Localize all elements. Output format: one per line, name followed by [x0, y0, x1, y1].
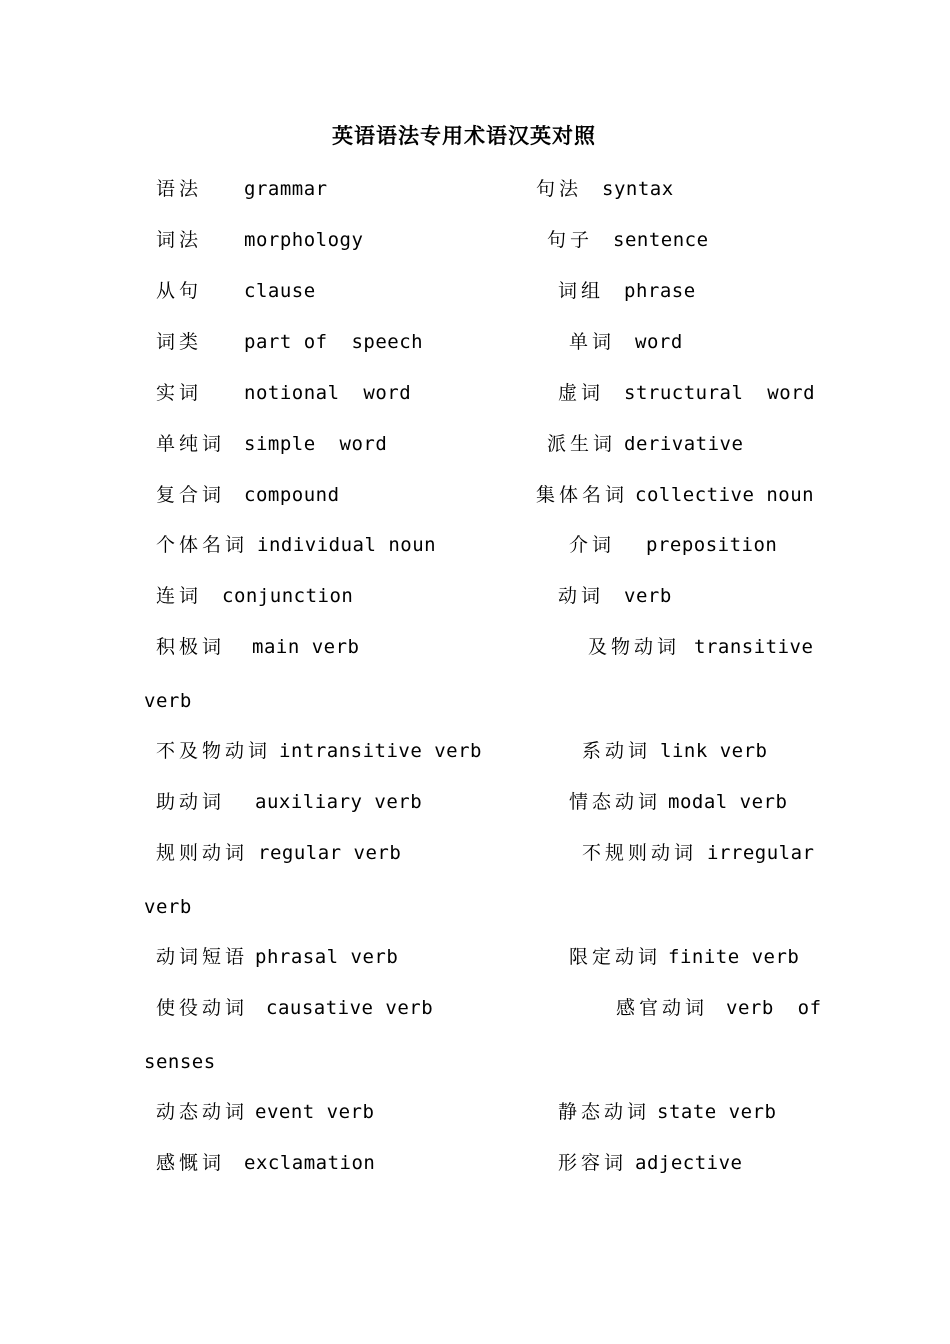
- term-english-right: irregular: [707, 842, 815, 864]
- term-english-left: auxiliary verb: [255, 791, 423, 813]
- term-english-right: derivative: [624, 433, 744, 455]
- term-english-left: individual noun: [257, 534, 437, 556]
- term-english-right: preposition: [646, 534, 778, 556]
- term-english-left: regular verb: [258, 842, 402, 864]
- term-english-left: compound: [244, 484, 340, 506]
- term-english-right: verb of: [726, 997, 822, 1019]
- term-chinese-left: 连词: [156, 585, 203, 607]
- term-english-left: grammar: [244, 178, 328, 200]
- term-chinese-left: 规则动词: [156, 842, 249, 864]
- term-chinese-left: 从句: [156, 280, 203, 302]
- term-english-wrap: senses: [144, 1051, 216, 1073]
- term-chinese-left: 复合词: [156, 484, 226, 506]
- term-english-right: structural word: [624, 382, 816, 404]
- term-english-left: event verb: [255, 1101, 375, 1123]
- term-english-right: word: [635, 331, 683, 353]
- term-english-left: intransitive verb: [279, 740, 482, 762]
- term-chinese-right: 派生词: [547, 433, 617, 455]
- term-english-right: collective noun: [635, 484, 815, 506]
- term-chinese-right: 词组: [558, 280, 605, 302]
- term-english-right: link verb: [660, 740, 768, 762]
- term-chinese-right: 静态动词: [558, 1101, 651, 1123]
- term-english-right: finite verb: [668, 946, 800, 968]
- term-chinese-right: 限定动词: [569, 946, 662, 968]
- term-chinese-left: 动态动词: [156, 1101, 249, 1123]
- term-english-left: part of speech: [244, 331, 424, 353]
- term-english-right: verb: [624, 585, 672, 607]
- term-chinese-left: 单纯词: [156, 433, 226, 455]
- page-title: 英语语法专用术语汉英对照: [332, 123, 596, 148]
- term-english-left: simple word: [244, 433, 388, 455]
- term-chinese-left: 不及物动词: [156, 740, 272, 762]
- term-english-left: morphology: [244, 229, 364, 251]
- term-chinese-left: 使役动词: [156, 997, 249, 1019]
- term-chinese-left: 词类: [156, 331, 203, 353]
- term-chinese-left: 动词短语: [156, 946, 249, 968]
- term-chinese-right: 形容词: [558, 1152, 628, 1174]
- term-english-left: notional word: [244, 382, 412, 404]
- term-chinese-left: 助动词: [156, 791, 226, 813]
- term-english-right: phrase: [624, 280, 696, 302]
- term-chinese-left: 感慨词: [156, 1152, 226, 1174]
- term-chinese-right: 虚词: [558, 382, 605, 404]
- term-chinese-left: 个体名词: [156, 534, 249, 556]
- term-chinese-right: 单词: [569, 331, 616, 353]
- term-chinese-right: 感官动词: [616, 997, 709, 1019]
- term-english-wrap: verb: [144, 690, 192, 712]
- term-chinese-right: 句子: [547, 229, 594, 251]
- term-chinese-left: 实词: [156, 382, 203, 404]
- term-english-left: conjunction: [222, 585, 354, 607]
- term-english-wrap: verb: [144, 896, 192, 918]
- term-english-left: causative verb: [266, 997, 434, 1019]
- term-english-right: sentence: [613, 229, 709, 251]
- term-chinese-right: 不规则动词: [582, 842, 698, 864]
- term-chinese-right: 集体名词: [536, 484, 629, 506]
- term-english-right: adjective: [635, 1152, 743, 1174]
- term-chinese-right: 情态动词: [569, 791, 662, 813]
- term-english-left: exclamation: [244, 1152, 376, 1174]
- term-english-left: main verb: [252, 636, 360, 658]
- term-chinese-right: 句法: [536, 178, 583, 200]
- term-chinese-right: 介词: [569, 534, 616, 556]
- term-chinese-right: 动词: [558, 585, 605, 607]
- term-english-right: syntax: [602, 178, 674, 200]
- term-chinese-left: 语法: [156, 178, 203, 200]
- term-english-left: clause: [244, 280, 316, 302]
- term-chinese-left: 词法: [156, 229, 203, 251]
- term-chinese-right: 及物动词: [588, 636, 681, 658]
- term-english-left: phrasal verb: [255, 946, 399, 968]
- term-english-right: state verb: [657, 1101, 777, 1123]
- term-english-right: modal verb: [668, 791, 788, 813]
- term-chinese-left: 积极词: [156, 636, 226, 658]
- term-english-right: transitive: [694, 636, 814, 658]
- term-chinese-right: 系动词: [582, 740, 652, 762]
